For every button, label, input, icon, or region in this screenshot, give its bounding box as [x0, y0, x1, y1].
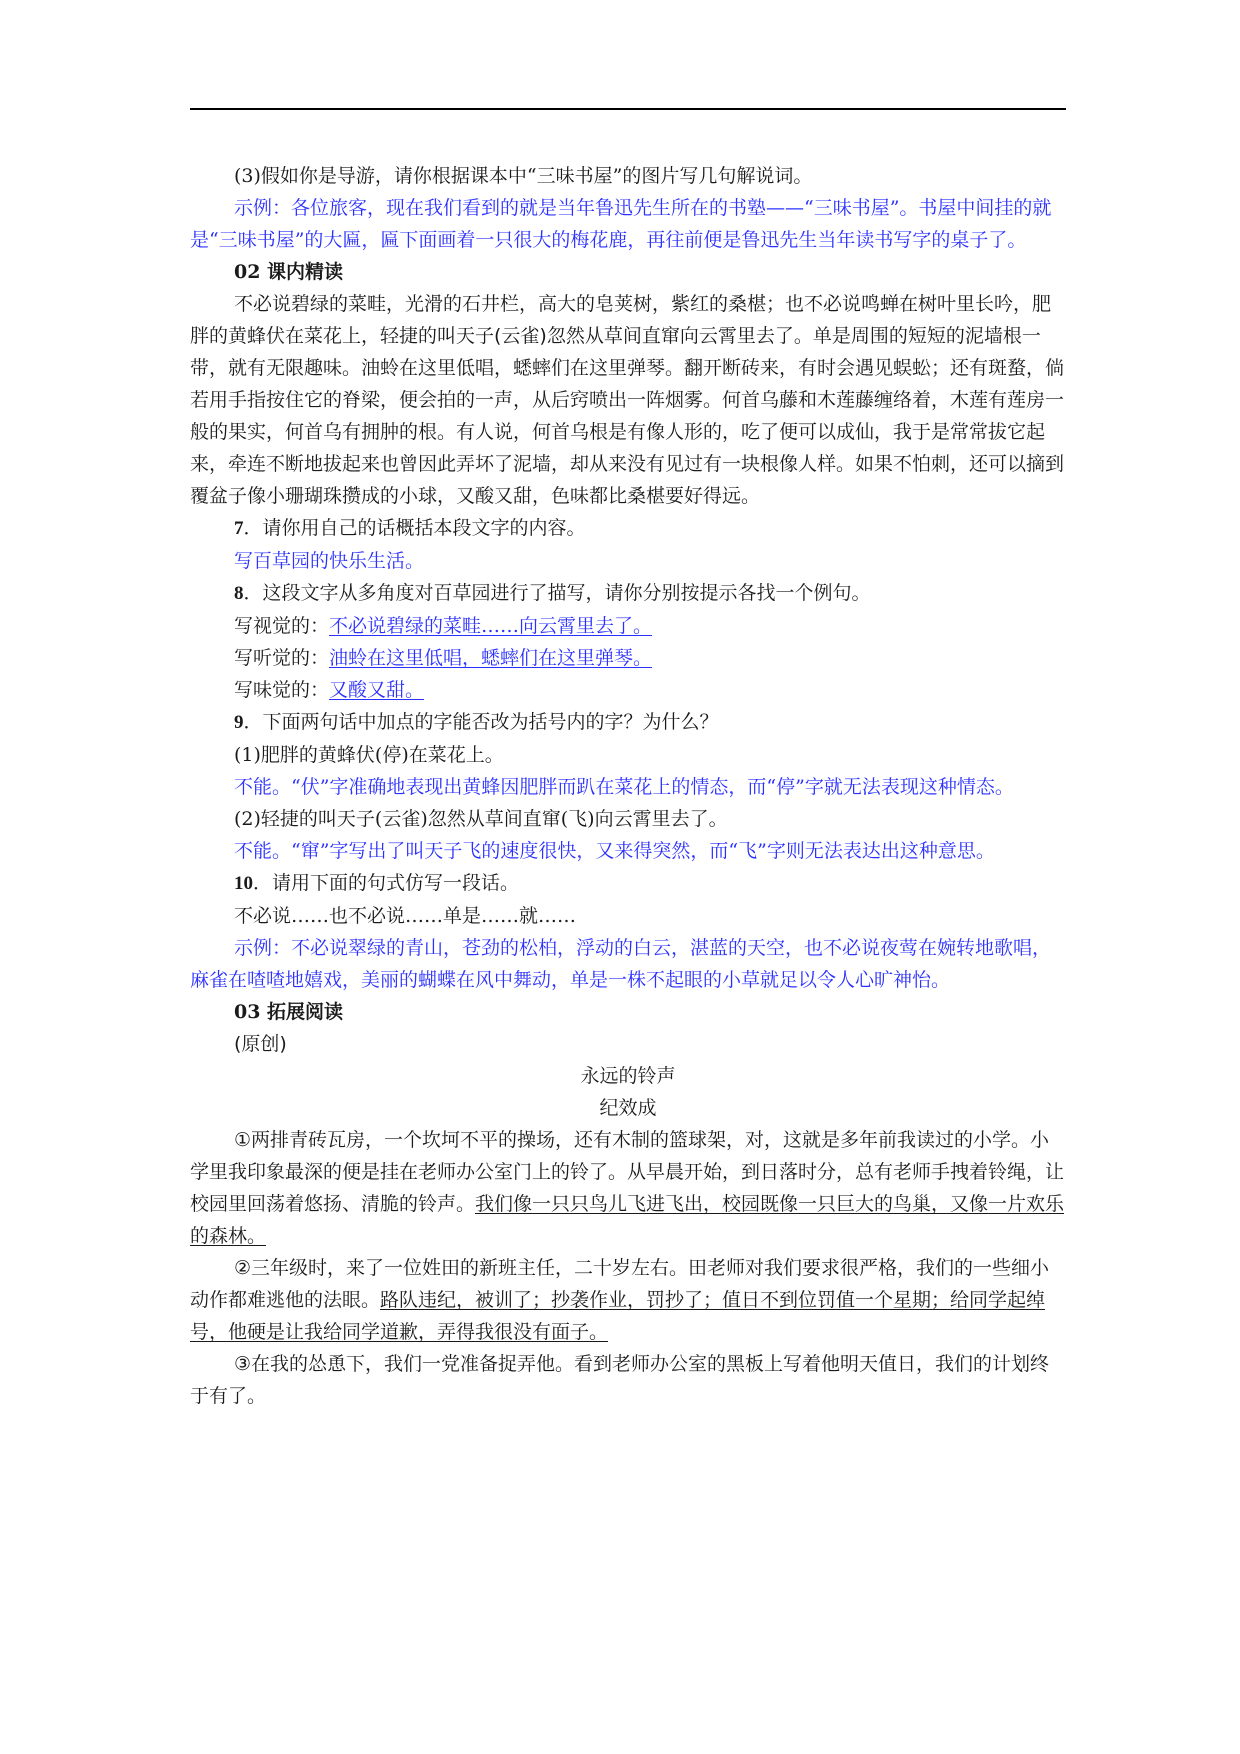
q8-row-audio [190, 642, 1066, 674]
q7-question [190, 512, 1066, 545]
underlined-sentence: 我们像一只只鸟儿飞进飞出，校园既像一只巨大的鸟巢，又像一片欢乐的森林。 [190, 1193, 1065, 1247]
q8-row-label: 写视觉的： [234, 615, 330, 637]
header-rule [190, 108, 1066, 110]
article-paragraph-1 [190, 1124, 1066, 1252]
q9-text: ．下面两句话中加点的字能否改为括号内的字？为什么？ [243, 711, 719, 733]
q7-text: ．请你用自己的话概括本段文字的内容。 [243, 517, 586, 539]
q3-answer: 示例：各位旅客，现在我们看到的就是当年鲁迅先生所在的书塾——“三味书屋”。书屋中间挂的就是“三味书屋”的大匾，匾下面画着一只很大的梅花鹿，再往前便是鲁迅先生当年读书写字的桌子了。 [190, 197, 1052, 251]
article-paragraph-2 [190, 1252, 1066, 1348]
q9-answer-2: 不能。“窜”字写出了叫天子飞的速度很快，又来得突然，而“飞”字则无法表达出这种意思。 [234, 840, 995, 862]
section-03-title: 03 拓展阅读 [234, 1001, 344, 1023]
q8-text: ．这段文字从多角度对百草园进行了描写，请你分别按提示各找一个例句。 [243, 582, 871, 604]
paragraph-text: ①两排青砖瓦房，一个坎坷不平的操场，还有木制的篮球架，对，这就是多年前我读过的小学。小学里我印象最深的便是挂在老师办公室门上的铃了。从早晨开始，到日落时分，总有老师手拽着铃绳，让校园里回荡着悠扬、清脆的铃声。 [190, 1129, 1065, 1215]
q10-pattern: 不必说……也不必说……单是……就…… [234, 905, 577, 927]
document-page [190, 160, 1066, 1412]
article-author: 纪效成 [599, 1097, 657, 1119]
q8-row-answer: 不必说碧绿的菜畦……向云霄里去了。 [329, 615, 653, 637]
q9-number: 9 [234, 712, 244, 733]
q8-number: 8 [234, 583, 244, 604]
q9-sentence-2: (2)轻捷的叫天子(云雀)忽然从草间直窜(飞)向云霄里去了。 [234, 808, 728, 830]
section-02-title: 02 课内精读 [234, 261, 344, 283]
q8-row-label: 写听觉的： [234, 647, 330, 669]
q3-question: (3)假如你是导游，请你根据课本中“三味书屋”的图片写几句解说词。 [234, 165, 813, 187]
q8-row-answer: 油蛉在这里低唱，蟋蟀们在这里弹琴。 [329, 647, 653, 669]
q8-row-taste [190, 674, 1066, 706]
underlined-sentence: 路队违纪，被训了；抄袭作业，罚抄了；值日不到位罚值一个星期；给同学起绰号，他硬是让我给同学道歉，弄得我很没有面子。 [190, 1289, 1046, 1343]
q10-answer: 示例：不必说翠绿的青山，苍劲的松柏，浮动的白云，湛蓝的天空，也不必说夜莺在婉转地歌唱，麻雀在喳喳地嬉戏，美丽的蝴蝶在风中舞动，单是一株不起眼的小草就足以令人心旷神怡。 [190, 937, 1052, 991]
q8-row-answer: 又酸又甜。 [329, 679, 425, 701]
q9-answer-1: 不能。“伏”字准确地表现出黄蜂因肥胖而趴在菜花上的情态，而“停”字就无法表现这种情态。 [234, 776, 1014, 798]
q8-row-label: 写味觉的： [234, 679, 330, 701]
q10-text: ．请用下面的句式仿写一段话。 [253, 872, 520, 894]
q10-number: 10 [234, 873, 253, 894]
q9-sentence-1: (1)肥胖的黄蜂伏(停)在菜花上。 [234, 744, 504, 766]
article-paragraph-3: ③在我的怂恿下，我们一党准备捉弄他。看到老师办公室的黑板上写着他明天值日，我们的计划终于有了。 [190, 1353, 1050, 1407]
q10-question [190, 867, 1066, 900]
paragraph-text: ②三年级时，来了一位姓田的新班主任，二十岁左右。田老师对我们要求很严格，我们的一些细小动作都难逃他的法眼。 [190, 1257, 1050, 1311]
passage-text: 不必说碧绿的菜畦，光滑的石井栏，高大的皂荚树，紫红的桑椹；也不必说鸣蝉在树叶里长吟，肥胖的黄蜂伏在菜花上，轻捷的叫天子(云雀)忽然从草间直窜向云霄里去了。单是周围的短短的泥墙根一带，就有无限趣味。油蛉在这里低唱，蟋蟀们在这里弹琴。翻开断砖来，有时会遇见蜈蚣；还有斑蝥，倘若用手指按住它的脊梁，便会拍的一声，从后窍喷出一阵烟雾。何首乌藤和木莲藤缠络着，木莲有莲房一般的果实，何首乌有拥肿的根。有人说，何首乌根是有像人形的，吃了便可以成仙，我于是常常拔它起来，牵连不断地拔起来也曾因此弄坏了泥墙，却从来没有见过有一块根像人样。如果不怕刺，还可以摘到覆盆子像小珊瑚珠攒成的小球，又酸又甜，色味都比桑椹要好得远。 [190, 293, 1065, 507]
q7-number: 7 [234, 518, 244, 539]
q7-answer: 写百草园的快乐生活。 [234, 550, 425, 572]
q9-question [190, 706, 1066, 739]
source-note: (原创) [234, 1033, 287, 1055]
q8-row-visual [190, 610, 1066, 642]
article-title: 永远的铃声 [580, 1065, 676, 1087]
q8-question [190, 577, 1066, 610]
